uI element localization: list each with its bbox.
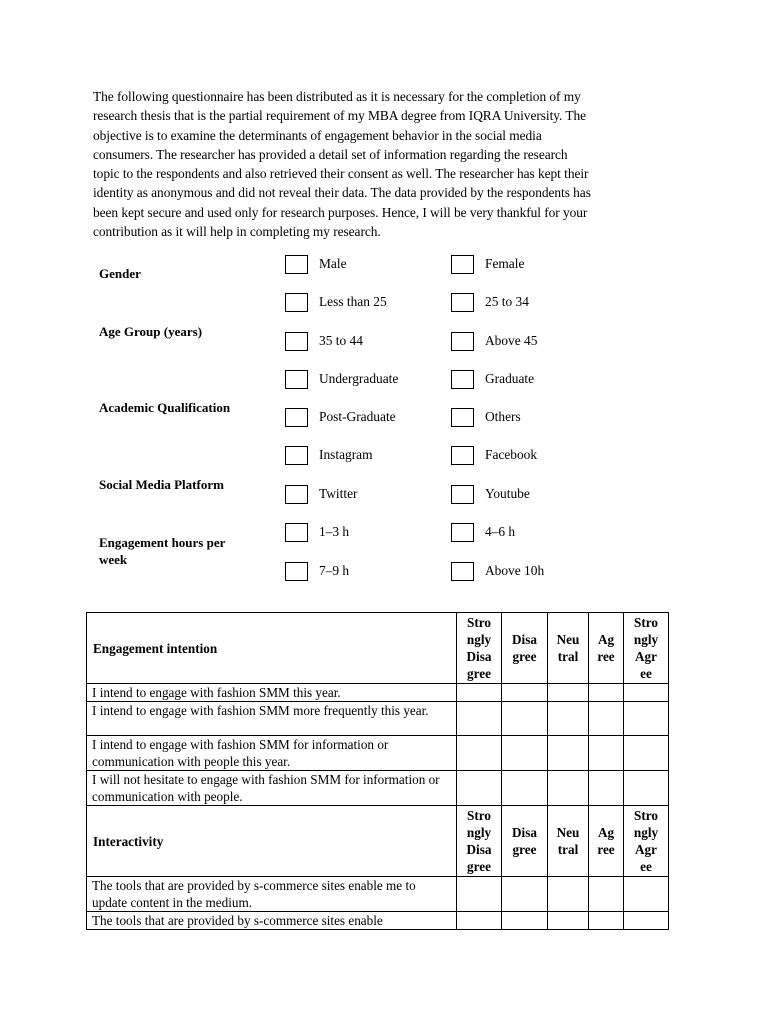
- checkbox[interactable]: [285, 293, 308, 312]
- scale-header-part: tral: [557, 842, 579, 857]
- response-cell[interactable]: [548, 684, 589, 702]
- table-row: [87, 912, 669, 930]
- response-cell[interactable]: [502, 702, 548, 736]
- response-cell[interactable]: [624, 684, 669, 702]
- response-cell[interactable]: [589, 736, 624, 771]
- intro-line: research thesis that is the partial requirement of my MBA degree from IQRA University. The: [93, 108, 587, 124]
- option-twitter[interactable]: [285, 484, 357, 504]
- section-header-row: [87, 806, 669, 877]
- academic-qualification-label: Academic Qualification: [99, 400, 231, 415]
- scale-header-part: gree: [467, 666, 491, 681]
- table-row: [87, 684, 669, 702]
- checkbox[interactable]: [285, 523, 308, 542]
- checkbox[interactable]: [285, 446, 308, 465]
- intro-line: identity as anonymous and did not reveal their data. The data provided by the respondents has: [93, 185, 591, 201]
- section-title-interactivity: Interactivity: [87, 806, 457, 877]
- response-cell[interactable]: [502, 736, 548, 771]
- response-cell[interactable]: [548, 702, 589, 736]
- checkbox[interactable]: [451, 408, 474, 427]
- response-cell[interactable]: [624, 912, 669, 930]
- scale-header-neutral: [548, 613, 589, 684]
- scale-header-part: gree: [512, 649, 537, 664]
- scale-header-agree: [589, 613, 624, 684]
- scale-header-part: tral: [557, 649, 579, 664]
- response-cell[interactable]: [457, 912, 502, 930]
- scale-header-part: Stro: [467, 808, 491, 823]
- response-cell[interactable]: [589, 684, 624, 702]
- response-cell[interactable]: [548, 736, 589, 771]
- response-cell[interactable]: [624, 771, 669, 806]
- engagement-hours-label-line2: week: [99, 552, 128, 567]
- scale-header-part: ee: [640, 666, 652, 681]
- question-text: I intend to engage with fashion SMM for information or communication with people this year.: [87, 736, 457, 771]
- option-label: Above 10h: [485, 563, 545, 578]
- option-undergraduate[interactable]: [285, 369, 398, 389]
- checkbox[interactable]: [451, 446, 474, 465]
- question-text: I will not hesitate to engage with fashion SMM for information or communication with people.: [87, 771, 457, 806]
- question-text: I intend to engage with fashion SMM this year.: [87, 684, 457, 702]
- scale-header-part: Agr: [635, 842, 657, 857]
- scale-header-part: ngly: [466, 825, 492, 840]
- option-label: Post-Graduate: [319, 409, 396, 424]
- option-label: 1–3 h: [319, 524, 350, 539]
- scale-header-strongly-agree: [624, 806, 669, 877]
- likert-table: [86, 612, 669, 930]
- scale-header-disagree: [502, 613, 548, 684]
- option-graduate[interactable]: [451, 369, 534, 389]
- option-label: 4–6 h: [485, 524, 516, 539]
- checkbox[interactable]: [285, 332, 308, 351]
- scale-header-strongly-agree: [624, 613, 669, 684]
- checkbox[interactable]: [451, 485, 474, 504]
- option-label: 25 to 34: [485, 294, 529, 309]
- scale-header-part: Disa: [512, 632, 537, 647]
- table-row: [87, 877, 669, 912]
- checkbox[interactable]: [451, 255, 474, 274]
- section-header-row: [87, 613, 669, 684]
- option-label: Youtube: [485, 486, 530, 501]
- scale-header-neutral: [548, 806, 589, 877]
- social-media-platform-label: Social Media Platform: [99, 477, 224, 492]
- option-post-graduate[interactable]: [285, 407, 396, 427]
- intro-line: been kept secure and used only for research purposes. Hence, I will be very thankful for your: [93, 204, 588, 220]
- option-1-3-h[interactable]: [285, 522, 349, 542]
- checkbox[interactable]: [451, 293, 474, 312]
- response-cell[interactable]: [502, 771, 548, 806]
- option-label: 35 to 44: [319, 333, 363, 348]
- scale-header-part: Stro: [467, 615, 491, 630]
- checkbox[interactable]: [451, 523, 474, 542]
- scale-header-part: Disa: [466, 842, 492, 857]
- response-cell[interactable]: [502, 684, 548, 702]
- scale-header-part: ree: [597, 842, 615, 857]
- option-label: Female: [485, 256, 525, 271]
- response-cell[interactable]: [502, 912, 548, 930]
- option-instagram[interactable]: [285, 445, 373, 465]
- response-cell[interactable]: [624, 736, 669, 771]
- option-label: Others: [485, 409, 521, 424]
- response-cell[interactable]: [457, 771, 502, 806]
- scale-header-part: ree: [597, 649, 615, 664]
- engagement-hours-label-line1: Engagement hours per: [99, 535, 226, 550]
- checkbox[interactable]: [285, 370, 308, 389]
- scale-header-part: ee: [640, 859, 652, 874]
- option-others[interactable]: [451, 407, 521, 427]
- checkbox[interactable]: [451, 332, 474, 351]
- scale-header-agree: [589, 806, 624, 877]
- option-label: Twitter: [319, 486, 358, 501]
- option-label: Undergraduate: [319, 371, 399, 386]
- response-cell[interactable]: [548, 877, 589, 912]
- scale-header-part: Stro: [634, 615, 658, 630]
- option-label: Instagram: [319, 447, 373, 462]
- option-4-6-h[interactable]: [451, 522, 515, 542]
- response-cell[interactable]: [548, 912, 589, 930]
- intro-line: objective is to examine the determinants of engagement behavior in the social media: [93, 127, 542, 143]
- option-25-to-34[interactable]: [451, 292, 529, 312]
- option-less-than-25[interactable]: [285, 292, 387, 312]
- option-label: 7–9 h: [319, 563, 350, 578]
- option-35-to-44[interactable]: [285, 331, 363, 351]
- intro-line: The following questionnaire has been distributed as it is necessary for the completion of my: [93, 89, 581, 104]
- scale-header-part: Disa: [512, 825, 537, 840]
- scale-header-part: Stro: [634, 808, 658, 823]
- option-above-45[interactable]: [451, 331, 537, 351]
- response-cell[interactable]: [624, 702, 669, 736]
- checkbox[interactable]: [285, 562, 308, 581]
- table-row: [87, 702, 669, 736]
- table-row: [87, 771, 669, 806]
- response-cell[interactable]: [589, 771, 624, 806]
- scale-header-part: gree: [467, 859, 491, 874]
- scale-header-part: Agr: [635, 649, 657, 664]
- question-text: The tools that are provided by s-commerce sites enable: [87, 912, 457, 930]
- scale-header-part: Ag: [597, 632, 615, 647]
- response-cell[interactable]: [457, 736, 502, 771]
- scale-header-strongly-disagree: [457, 613, 502, 684]
- option-7-9-h[interactable]: [285, 561, 349, 581]
- scale-header-part: Ag: [597, 825, 615, 840]
- scale-header-part: ngly: [633, 632, 659, 647]
- gender-label: Gender: [99, 266, 141, 281]
- response-cell[interactable]: [457, 702, 502, 736]
- checkbox[interactable]: [451, 562, 474, 581]
- scale-header-disagree: [502, 806, 548, 877]
- option-above-10h[interactable]: [451, 561, 544, 581]
- checkbox[interactable]: [451, 370, 474, 389]
- response-cell[interactable]: [589, 877, 624, 912]
- response-cell[interactable]: [502, 877, 548, 912]
- checkbox[interactable]: [285, 255, 308, 274]
- scale-header-part: Disa: [466, 649, 492, 664]
- scale-header-part: gree: [512, 842, 537, 857]
- section-title-engagement-intention: Engagement intention: [87, 613, 457, 684]
- option-label: Male: [319, 256, 347, 271]
- checkbox[interactable]: [285, 485, 308, 504]
- intro-line: topic to the respondents and also retrieved their consent as well. The researcher has kept their: [93, 166, 589, 182]
- question-text: I intend to engage with fashion SMM more frequently this year.: [87, 702, 457, 736]
- intro-line: contribution as it will help in completing my research.: [93, 224, 381, 240]
- scale-header-part: ngly: [633, 825, 659, 840]
- option-facebook[interactable]: [451, 445, 537, 465]
- scale-header-part: Neu: [556, 632, 580, 647]
- scale-header-part: Neu: [556, 825, 580, 840]
- response-cell[interactable]: [589, 912, 624, 930]
- response-cell[interactable]: [457, 684, 502, 702]
- scale-header-part: ngly: [466, 632, 492, 647]
- option-female[interactable]: [451, 254, 524, 274]
- option-label: Less than 25: [319, 294, 387, 309]
- option-male[interactable]: [285, 254, 347, 274]
- option-label: Graduate: [485, 371, 535, 386]
- response-cell[interactable]: [457, 877, 502, 912]
- option-label: Facebook: [485, 447, 538, 462]
- scale-header-strongly-disagree: [457, 806, 502, 877]
- response-cell[interactable]: [589, 702, 624, 736]
- engagement-hours-label: [99, 534, 225, 568]
- response-cell[interactable]: [624, 877, 669, 912]
- response-cell[interactable]: [548, 771, 589, 806]
- option-label: Above 45: [485, 333, 538, 348]
- intro-paragraph: [93, 87, 683, 241]
- checkbox[interactable]: [285, 408, 308, 427]
- table-row: [87, 736, 669, 771]
- option-youtube[interactable]: [451, 484, 530, 504]
- question-text: The tools that are provided by s-commerce sites enable me to update content in the medium.: [87, 877, 457, 912]
- intro-line: consumers. The researcher has provided a detail set of information regarding the research: [93, 146, 568, 162]
- age-group-label: Age Group (years): [99, 324, 203, 339]
